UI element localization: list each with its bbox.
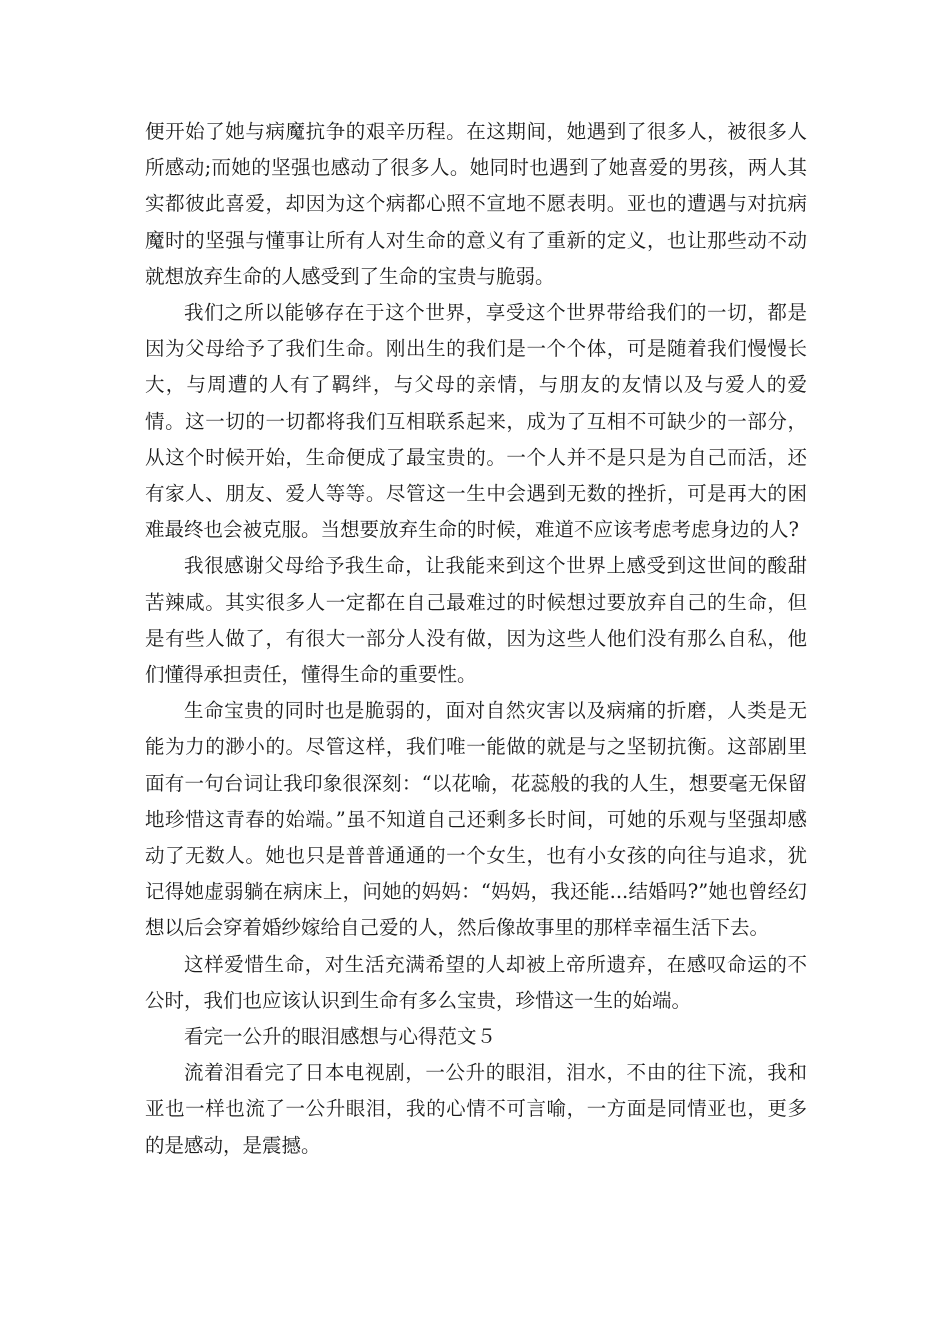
paragraph-cherish-life: 这样爱惜生命，对生活充满希望的人却被上帝所遗弃，在感叹命运的不公时，我们也应该认识到生命有多么宝贵，珍惜这一生的始端。 [145, 952, 807, 1012]
paragraph-continuation: 便开始了她与病魔抗争的艰辛历程。在这期间，她遇到了很多人，被很多人所感动;而她的坚强也感动了很多人。她同时也遇到了她喜爱的男孩，两人其实都彼此喜爱，却因为这个病都心照不宣地不愿表明。亚也的遭遇与对抗病魔时的坚强与懂事让所有人对生命的意义有了重新的定义，也让那些动不动就想放弃生命的人感受到了生命的宝贵与脆弱。 [145, 120, 807, 288]
paragraph-after-watching: 流着泪看完了日本电视剧，一公升的眼泪，泪水，不由的往下流，我和亚也一样也流了一公升眼泪，我的心情不可言喻，一方面是同情亚也，更多的是感动，是震撼。 [145, 1061, 807, 1157]
paragraph-fragile-life: 生命宝贵的同时也是脆弱的，面对自然灾害以及病痛的折磨，人类是无能为力的渺小的。尽管这样，我们唯一能做的就是与之坚韧抗衡。这部剧里面有一句台词让我印象很深刻：“以花喻，花蕊般的我的人生，想要毫无保留地珍惜这青春的始端。”虽不知道自己还剩多长时间，可她的乐观与坚强却感动了无数人。她也只是普普通通的一个女生，也有小女孩的向往与追求，犹记得她虚弱躺在病床上，问她的妈妈：“妈妈，我还能...结婚吗?”她也曾经幻想以后会穿着婚纱嫁给自己爱的人，然后像故事里的那样幸福生活下去。 [145, 699, 807, 940]
paragraph-gratitude: 我很感谢父母给予我生命，让我能来到这个世界上感受到这世间的酸甜苦辣咸。其实很多人一定都在自己最难过的时候想过要放弃自己的生命，但是有些人做了，有很大一部分人没有做，因为这些人他们没有那么自私，他们懂得承担责任，懂得生命的重要性。 [145, 554, 807, 687]
document-body [145, 114, 807, 1164]
section-heading: 看完一公升的眼泪感想与心得范文５ [184, 1025, 497, 1049]
paragraph-parents-gift: 我们之所以能够存在于这个世界，享受这个世界带给我们的一切，都是因为父母给予了我们生命。刚出生的我们是一个个体，可是随着我们慢慢长大，与周遭的人有了羁绊，与父母的亲情，与朋友的友情以及与爱人的爱情。这一切的一切都将我们互相联系起来，成为了互相不可缺少的一部分，从这个时候开始，生命便成了最宝贵的。一个人并不是只是为自己而活，还有家人、朋友、爱人等等。尽管这一生中会遇到无数的挫折，可是再大的困难最终也会被克服。当想要放弃生命的时候，难道不应该考虑考虑身边的人? [145, 301, 807, 542]
